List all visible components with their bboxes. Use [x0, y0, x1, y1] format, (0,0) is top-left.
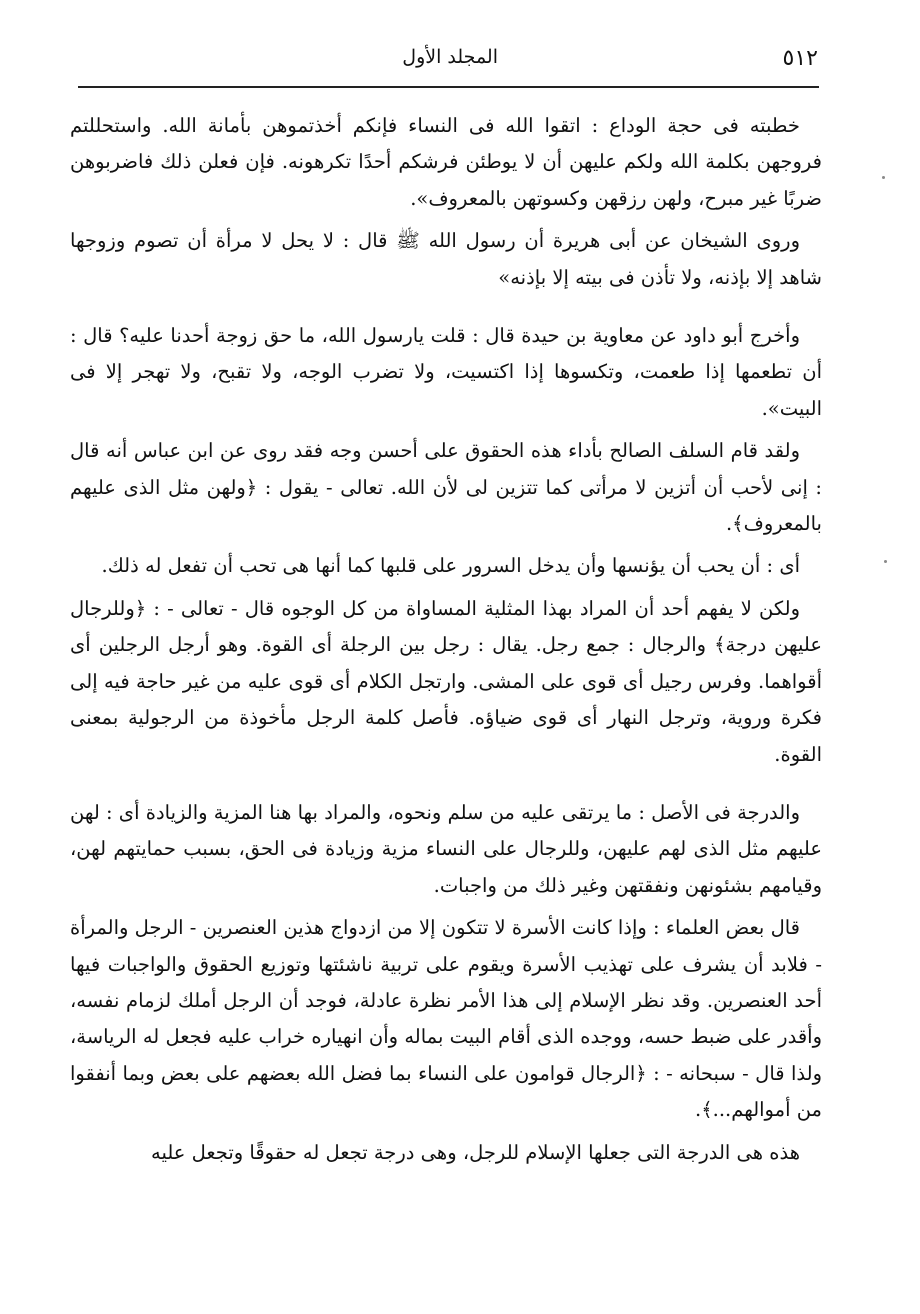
paragraph-hadith-muawiya: وأخرج أبو داود عن معاوية بن حيدة قال : قلت يارسول الله، ما حق زوجة أحدنا عليه؟ قال : أن تطعمها إذا طعمت، وتكسوها إذا اكتسيت، ولا تضرب الوجه، ولا تقبح، ولا تهجر إلا فى البيت». [70, 324, 822, 420]
page-header [78, 40, 818, 82]
scan-speck [884, 560, 887, 563]
scan-speck [882, 176, 885, 179]
paragraph-degree-meaning: والدرجة فى الأصل : ما يرتقى عليه من سلم ونحوه، والمراد بها هنا المزية والزيادة أى : لهن عليهم مثل الذى لهم عليهن، وللرجال على النساء مزية وزيادة فى الحق، بسبب حمايتهم لهن، وقيامهم بشئونهن ونفقتهن وغير ذلك من واجبات. [70, 800, 822, 897]
paragraph-hadith-farewell-sermon: خطبته فى حجة الوداع : اتقوا الله فى النساء فإنكم أخذتموهن بأمانة الله. واستحللتم فروجهن بكلمة الله ولكم عليهن أن لا يوطئن فرشكم أحدًا تكرهونه. فإن فعلن ذلك فاضربوهن ضربًا غير مبرح، ولهن رزقهن وكسوتهن بالمعروف». [70, 114, 822, 210]
paragraph-men-degree: ولكن لا يفهم أحد أن المراد بهذا المثلية المساواة من كل الوجوه قال - تعالى - : ﴿وللرجال عليهن درجة﴾ والرجال : جمع رجل. يقال : رجل بين الرجلة أى القوة. وهو أرجل الرجلين أى أقواهما. وفرس رجيل أى قوى على المشى. وارتجل الكلام أى قوى عليه من غير حاجة فيه إلى فكرة وروية، وترجل النهار أى قوى ضياؤه. فأصل كلمة الرجل مأخوذة من الرجولية بمعنى القوة. [70, 596, 822, 766]
paragraph-scholars-view: قال بعض العلماء : وإذا كانت الأسرة لا تتكون إلا من ازدواج هذين العنصرين - الرجل والمرأة - فلابد أن يشرف على تهذيب الأسرة ويقوم على تربية ناشئتها وتوزيع الحقوق والواجبات فيها أحد العنصرين. وقد نظر الإسلام إلى هذا الأمر نظرة عادلة، فوجد أن الرجل أملك لزمام نفسه، وأقدر على ضبط حسه، ووجده الذى أقام البيت بماله وأن انهياره خراب عليه فجعل له الرياسة، ولذا قال - سبحانه - : ﴿الرجال قوامون على النساء بما فضل الله بعضهم على بعض وبما أنفقوا من أموالهم...﴾. [70, 916, 822, 1122]
paragraph-explanation: أى : أن يحب أن يؤنسها وأن يدخل السرور على قلبها كما أنها هى تحب أن تفعل له ذلك. [101, 554, 800, 578]
running-title: المجلد الأول [402, 46, 498, 68]
header-divider [78, 86, 819, 88]
paragraph-closing: هذه هى الدرجة التى جعلها الإسلام للرجل، وهى درجة تجعل له حقوقًا وتجعل عليه [150, 1140, 800, 1164]
body-text [70, 108, 822, 1177]
page-number: ٥١٢ [782, 46, 818, 71]
paragraph-ibn-abbas: ولقد قام السلف الصالح بأداء هذه الحقوق على أحسن وجه فقد روى عن ابن عباس أنه قال : إنى لأحب أن أتزين لا مرأتى كما تتزين لى لأن الله. تعالى - يقول : ﴿ولهن مثل الذى عليهم بالمعروف﴾. [70, 439, 822, 536]
paragraph-hadith-abu-hurayra: وروى الشيخان عن أبى هريرة أن رسول الله ﷺ قال : لا يحل لا مرأة أن تصوم وزوجها شاهد إلا بإذنه، ولا تأذن فى بيته إلا بإذنه» [70, 229, 822, 289]
